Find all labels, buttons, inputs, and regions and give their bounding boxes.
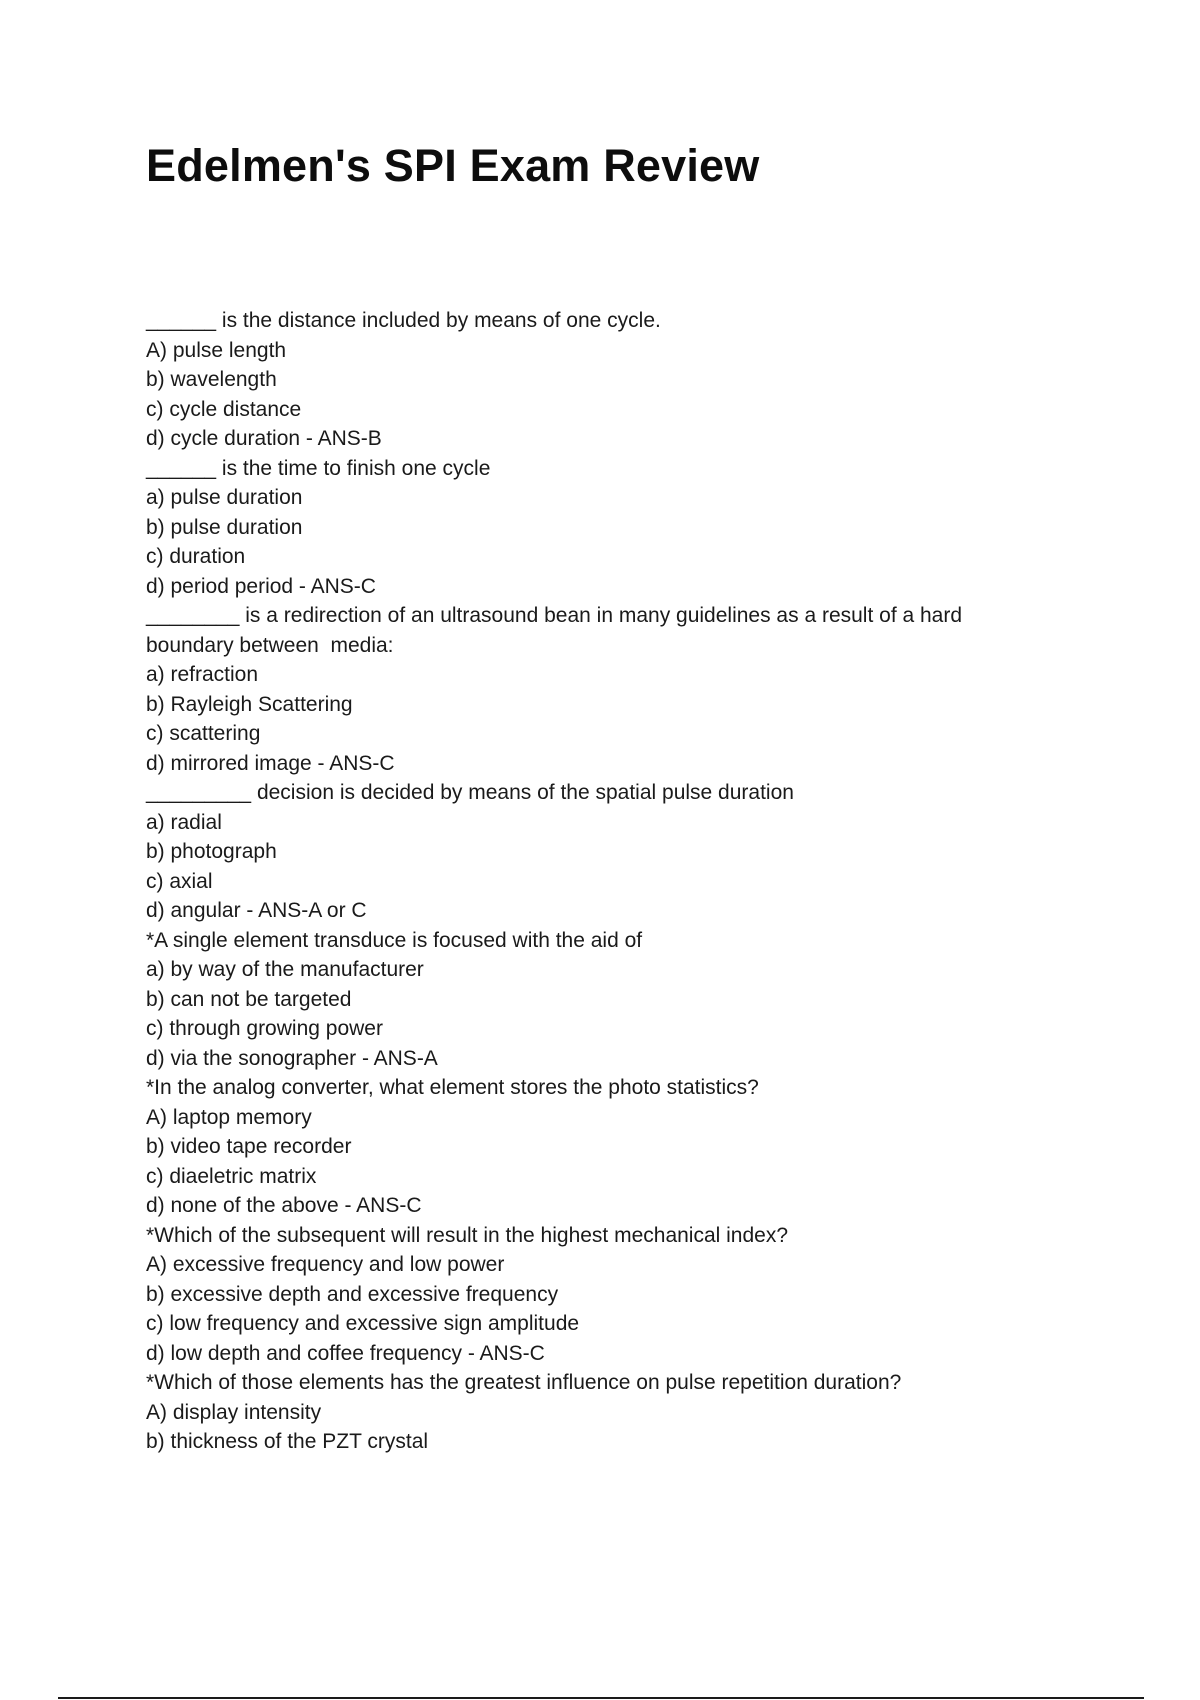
text-line: ______ is the time to finish one cycle	[146, 456, 491, 480]
text-line: ________ is a redirection of an ultrasound bean in many guidelines as a result of a hard	[146, 604, 963, 627]
text-line: A) laptop memory	[146, 1105, 312, 1129]
text-line: ______ is the distance included by means of one cycle.	[146, 309, 661, 332]
text-line: a) by way of the manufacturer	[146, 958, 424, 981]
text-line: a) refraction	[146, 663, 259, 686]
text-line: A) excessive frequency and low power	[146, 1253, 505, 1276]
text-line: d) period period - ANS-C	[146, 574, 376, 598]
text-line: c) cycle distance	[146, 397, 302, 421]
text-line: c) axial	[146, 869, 213, 893]
text-line: d) mirrored image - ANS-C	[146, 751, 395, 775]
text-line: *Which of those elements has the greatest influence on pulse repetition duration?	[146, 1371, 902, 1394]
text-line: A) pulse length	[146, 338, 287, 362]
text-line: d) none of the above - ANS-C	[146, 1194, 422, 1217]
text-line: d) low depth and coffee frequency - ANS-C	[146, 1341, 545, 1365]
text-line: c) through growing power	[146, 1017, 383, 1040]
text-line: d) via the sonographer - ANS-A	[146, 1046, 438, 1070]
text-line: b) excessive depth and excessive frequency	[146, 1282, 559, 1306]
text-line: _________ decision is decided by means of the spatial pulse duration	[146, 781, 794, 804]
text-line: a) pulse duration	[146, 486, 303, 509]
page-title: Edelmen's SPI Exam Review	[146, 140, 760, 191]
text-line: *Which of the subsequent will result in the highest mechanical index?	[146, 1223, 789, 1247]
text-line: *A single element transduce is focused with the aid of	[146, 928, 643, 952]
text-line: d) cycle duration - ANS-B	[146, 427, 382, 450]
text-line: d) angular - ANS-A or C	[146, 899, 367, 922]
text-line: b) can not be targeted	[146, 987, 352, 1011]
text-line: b) wavelength	[146, 368, 277, 391]
text-line: c) low frequency and excessive sign amplitude	[146, 1312, 580, 1335]
text-line: boundary between media:	[146, 633, 394, 657]
footer-divider	[58, 1697, 1144, 1699]
text-line: b) Rayleigh Scattering	[146, 692, 353, 716]
text-line: b) video tape recorder	[146, 1135, 352, 1158]
text-line: b) photograph	[146, 840, 277, 863]
text-line: b) pulse duration	[146, 515, 303, 539]
text-line: *In the analog converter, what element stores the photo statistics?	[146, 1076, 759, 1099]
text-line: a) radial	[146, 810, 222, 834]
text-line: A) display intensity	[146, 1400, 322, 1424]
question-list	[146, 306, 1046, 1457]
text-line: c) diaeletric matrix	[146, 1164, 317, 1188]
text-line: c) duration	[146, 545, 246, 568]
text-line: b) thickness of the PZT crystal	[146, 1430, 429, 1453]
text-line: c) scattering	[146, 722, 261, 745]
